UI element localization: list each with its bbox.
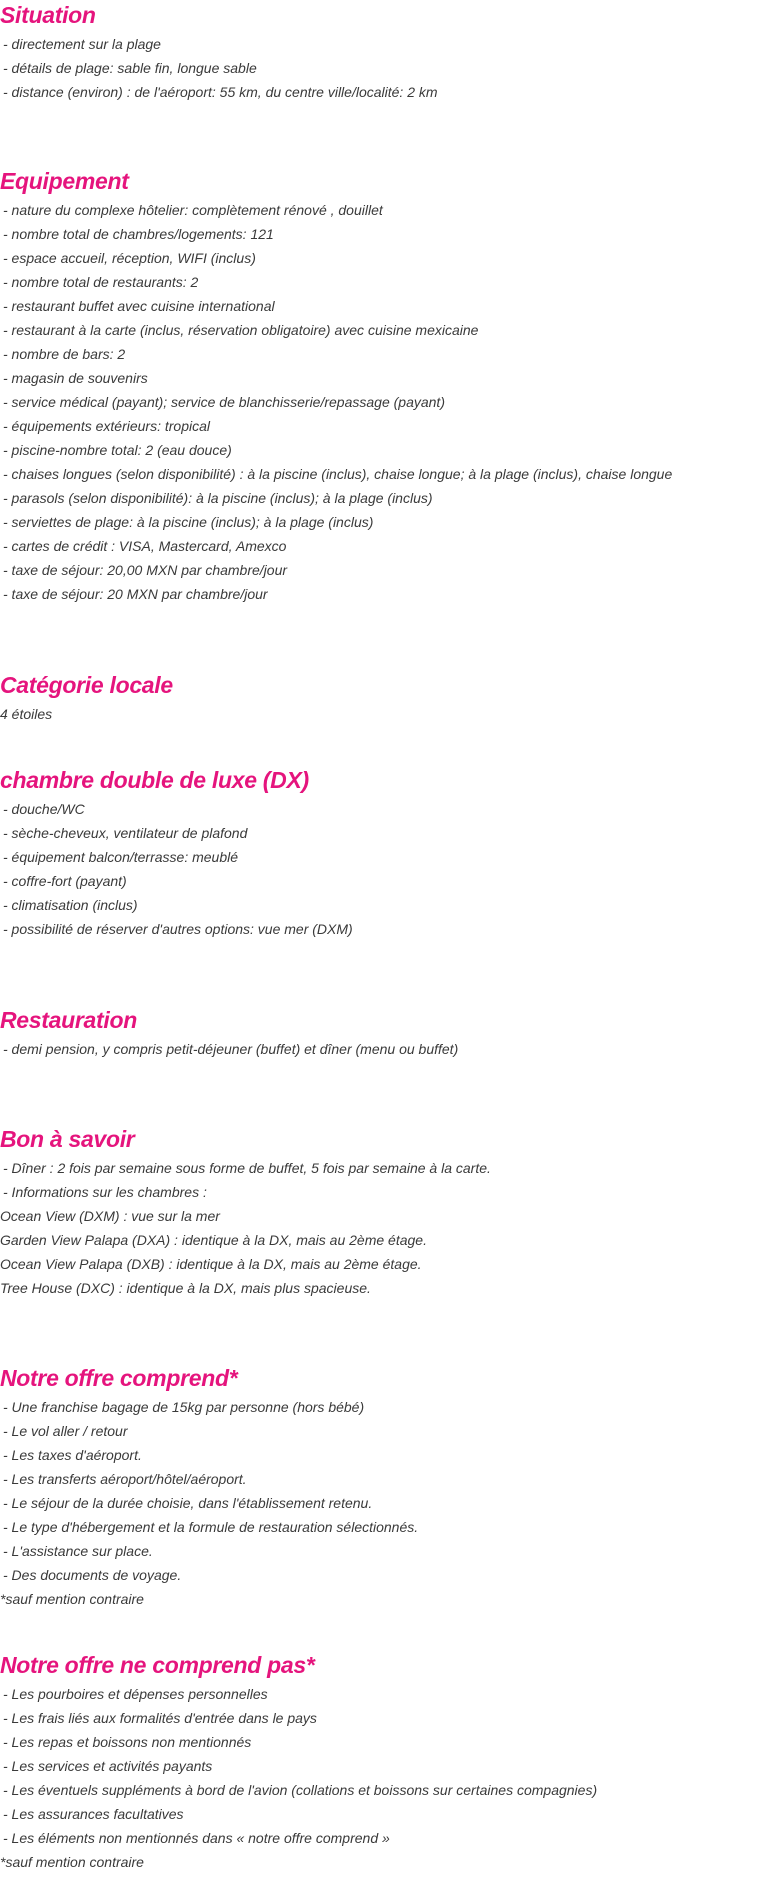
list-item: - Les éléments non mentionnés dans « notre offre comprend »	[3, 1830, 390, 1846]
list-item: - Informations sur les chambres :	[3, 1184, 207, 1200]
list-item: - Les taxes d'aéroport.	[3, 1447, 142, 1463]
list-item: Garden View Palapa (DXA) : identique à la DX, mais au 2ème étage.	[0, 1232, 427, 1248]
list-item: - détails de plage: sable fin, longue sable	[3, 60, 257, 76]
section-bon-a-savoir	[0, 1124, 491, 1300]
list-item: Ocean View Palapa (DXB) : identique à la DX, mais au 2ème étage.	[0, 1256, 422, 1272]
section-equipement	[0, 166, 672, 606]
list-item: - coffre-fort (payant)	[3, 873, 127, 889]
section-chambre	[0, 765, 353, 941]
list-item: - Les éventuels suppléments à bord de l'avion (collations et boissons sur certaines compagnies)	[3, 1782, 598, 1798]
list-item: - équipement balcon/terrasse: meublé	[3, 849, 239, 865]
list-item: *sauf mention contraire	[0, 1591, 144, 1607]
list-item: - Une franchise bagage de 15kg par personne (hors bébé)	[3, 1399, 365, 1415]
list-item: - piscine-nombre total: 2 (eau douce)	[3, 442, 232, 458]
section-title: Restauration	[0, 1007, 137, 1033]
list-item: - climatisation (inclus)	[3, 897, 138, 913]
section-categorie-locale	[0, 670, 173, 726]
list-item: - magasin de souvenirs	[3, 370, 148, 386]
list-item: - demi pension, y compris petit-déjeuner (buffet) et dîner (menu ou buffet)	[3, 1041, 459, 1057]
section-situation	[0, 0, 438, 104]
list-item: - serviettes de plage: à la piscine (inclus); à la plage (inclus)	[3, 514, 374, 530]
list-item: - taxe de séjour: 20 MXN par chambre/jour	[3, 586, 268, 602]
section-title: Bon à savoir	[0, 1126, 135, 1152]
section-lines	[0, 1682, 597, 1874]
list-item: - L'assistance sur place.	[3, 1543, 153, 1559]
list-item: 4 étoiles	[0, 706, 53, 722]
section-title: Catégorie locale	[0, 672, 173, 698]
list-item: - Les services et activités payants	[3, 1758, 213, 1774]
list-item: - Les transferts aéroport/hôtel/aéroport.	[3, 1471, 247, 1487]
list-item: - restaurant buffet avec cuisine international	[3, 298, 275, 314]
list-item: - Le vol aller / retour	[3, 1423, 128, 1439]
list-item: - nature du complexe hôtelier: complètement rénové , douillet	[3, 202, 383, 218]
section-lines	[0, 1156, 491, 1300]
list-item: - Dîner : 2 fois par semaine sous forme de buffet, 5 fois par semaine à la carte.	[3, 1160, 491, 1176]
list-item: - taxe de séjour: 20,00 MXN par chambre/jour	[3, 562, 288, 578]
list-item: - sèche-cheveux, ventilateur de plafond	[3, 825, 248, 841]
list-item: - Des documents de voyage.	[3, 1567, 182, 1583]
list-item: Tree House (DXC) : identique à la DX, mais plus spacieuse.	[0, 1280, 371, 1296]
list-item: - possibilité de réserver d'autres options: vue mer (DXM)	[3, 921, 353, 937]
list-item: Ocean View (DXM) : vue sur la mer	[0, 1208, 220, 1224]
list-item: - nombre total de restaurants: 2	[3, 274, 199, 290]
section-offre-ne-comprend-pas	[0, 1650, 597, 1874]
list-item: *sauf mention contraire	[0, 1854, 144, 1870]
list-item: - cartes de crédit : VISA, Mastercard, Amexco	[3, 538, 287, 554]
list-item: - directement sur la plage	[3, 36, 161, 52]
section-title: Notre offre ne comprend pas*	[0, 1652, 315, 1678]
section-title: Situation	[0, 2, 96, 28]
section-lines	[0, 1395, 418, 1611]
section-offre-comprend	[0, 1363, 418, 1611]
section-lines	[0, 1037, 458, 1061]
list-item: - Les assurances facultatives	[3, 1806, 184, 1822]
list-item: - nombre de bars: 2	[3, 346, 126, 362]
section-lines	[0, 32, 438, 104]
list-item: - Le type d'hébergement et la formule de restauration sélectionnés.	[3, 1519, 419, 1535]
list-item: - distance (environ) : de l'aéroport: 55 km, du centre ville/localité: 2 km	[3, 84, 438, 100]
section-title: chambre double de luxe (DX)	[0, 767, 309, 793]
list-item: - Les pourboires et dépenses personnelles	[3, 1686, 268, 1702]
section-title: Notre offre comprend*	[0, 1365, 238, 1391]
list-item: - nombre total de chambres/logements: 121	[3, 226, 274, 242]
list-item: - Le séjour de la durée choisie, dans l'établissement retenu.	[3, 1495, 373, 1511]
list-item: - Les frais liés aux formalités d'entrée dans le pays	[3, 1710, 317, 1726]
list-item: - parasols (selon disponibilité): à la piscine (inclus); à la plage (inclus)	[3, 490, 433, 506]
list-item: - Les repas et boissons non mentionnés	[3, 1734, 252, 1750]
section-lines	[0, 702, 173, 726]
section-lines	[0, 797, 353, 941]
list-item: - équipements extérieurs: tropical	[3, 418, 210, 434]
list-item: - restaurant à la carte (inclus, réservation obligatoire) avec cuisine mexicaine	[3, 322, 479, 338]
list-item: - chaises longues (selon disponibilité) : à la piscine (inclus), chaise longue; à la plage (inclus), chaise longue	[3, 466, 673, 482]
list-item: - espace accueil, réception, WIFI (inclus)	[3, 250, 256, 266]
section-restauration	[0, 1005, 458, 1061]
list-item: - service médical (payant); service de blanchisserie/repassage (payant)	[3, 394, 445, 410]
section-lines	[0, 198, 672, 606]
list-item: - douche/WC	[3, 801, 85, 817]
section-title: Equipement	[0, 168, 129, 194]
